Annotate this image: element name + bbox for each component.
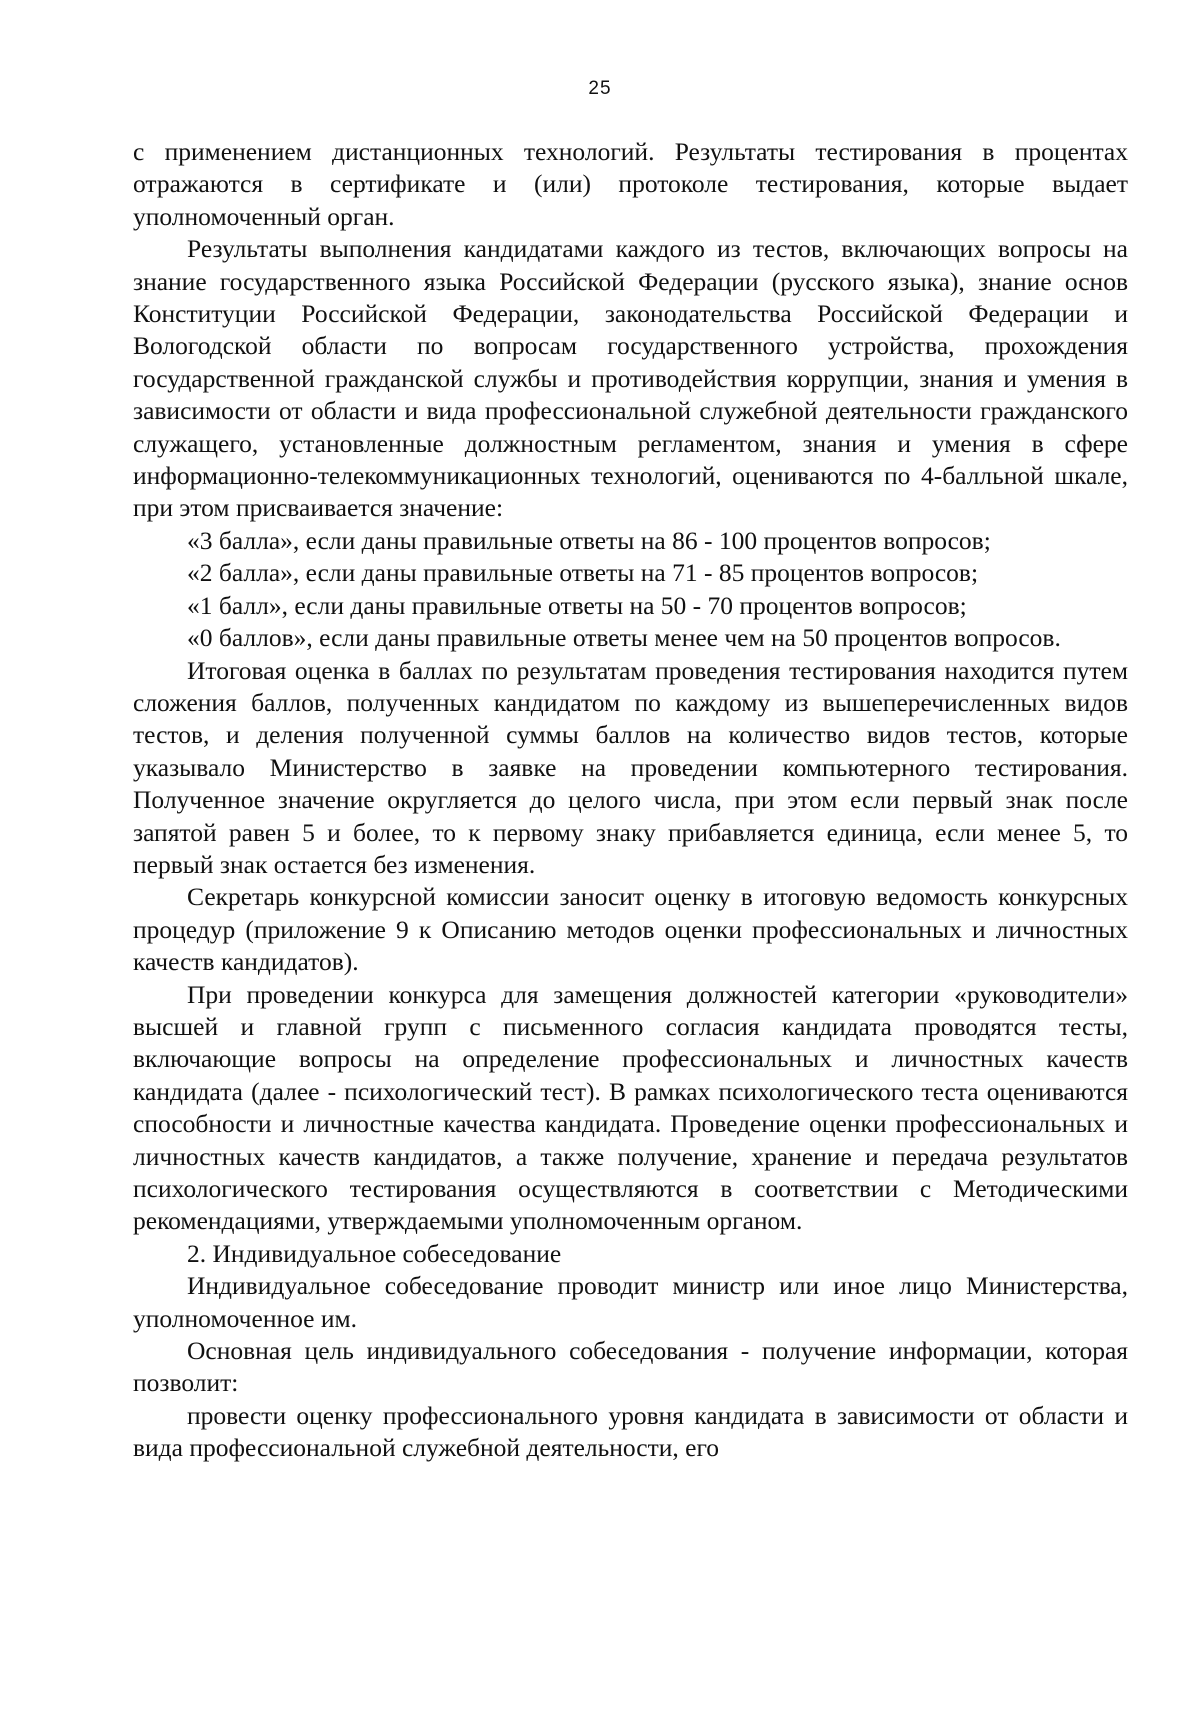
paragraph-psychological-test: При проведении конкурса для замещения должностей категории «руководители» высшей и главной групп с письменного согласия кандидата проводятся тесты, включающие вопросы на определение профессиональных и личностных качеств кандидата (далее - психологический тест). В рамках психологического теста оцениваются способности и личностные качества кандидата. Проведение оценки профессиональных и личностных качеств кандидатов, а также получение, хранение и передача результатов психологического тестирования осуществляются в соответствии с Методическими рекомендациями, утверждаемыми уполномоченным органом. [133,979,1128,1236]
document-body [133,136,1128,1465]
list-item-0-points: «0 баллов», если даны правильные ответы менее чем на 50 процентов вопросов. [187,623,1061,653]
paragraph-interview-conductor: Индивидуальное собеседование проводит министр или иное лицо Министерства, уполномоченное им. [133,1271,1128,1333]
paragraph-final-score: Итоговая оценка в баллах по результатам проведения тестирования находится путем сложения баллов, полученных кандидатом по каждому из вышеперечисленных видов тестов, и деления полученной суммы баллов на количество видов тестов, которые указывало Министерство в заявке на проведении компьютерного тестирования. Полученное значение округляется до целого числа, при этом если первый знак после запятой равен 5 и более, то к первому знаку прибавляется единица, если менее 5, то первый знак остается без изменения. [133,655,1128,879]
page-number: 25 [588,78,612,99]
list-item-3-points: «3 балла», если даны правильные ответы на 86 - 100 процентов вопросов; [187,525,991,555]
paragraph-interview-assessment: провести оценку профессионального уровня кандидата в зависимости от области и вида профессиональной служебной деятельности, его [133,1400,1128,1463]
paragraph-test-results: Результаты выполнения кандидатами каждого из тестов, включающих вопросы на знание государственного языка Российской Федерации (русского языка), знание основ Конституции Российской Федерации, законодательства Российской Федерации и Вологодской области по вопросам государственного устройства, прохождения государственной гражданской службы и противодействия коррупции, знания и умения в зависимости от области и вида профессиональной служебной деятельности гражданского служащего, установленные должностным регламентом, знания и умения в сфере информационно-телекоммуникационных технологий, оцениваются по 4-балльной шкале, при этом присваивается значение: [133,234,1128,523]
paragraph-secretary: Секретарь конкурсной комиссии заносит оценку в итоговую ведомость конкурсных процедур (приложение 9 к Описанию методов оценки профессиональных и личностных качеств кандидатов). [133,882,1128,977]
list-item-2-points: «2 балла», если даны правильные ответы на 71 - 85 процентов вопросов; [187,558,979,588]
paragraph-continuation: с применением дистанционных технологий. Результаты тестирования в процентах отражаются в сертификате и (или) протоколе тестирования, которые выдает уполномоченный орган. [133,137,1128,231]
paragraph-interview-goal: Основная цель индивидуального собеседования - получение информации, которая позволит: [133,1336,1128,1398]
list-item-1-point: «1 балл», если даны правильные ответы на 50 - 70 процентов вопросов; [187,590,967,620]
section-heading-interview: 2. Индивидуальное собеседование [187,1238,562,1268]
